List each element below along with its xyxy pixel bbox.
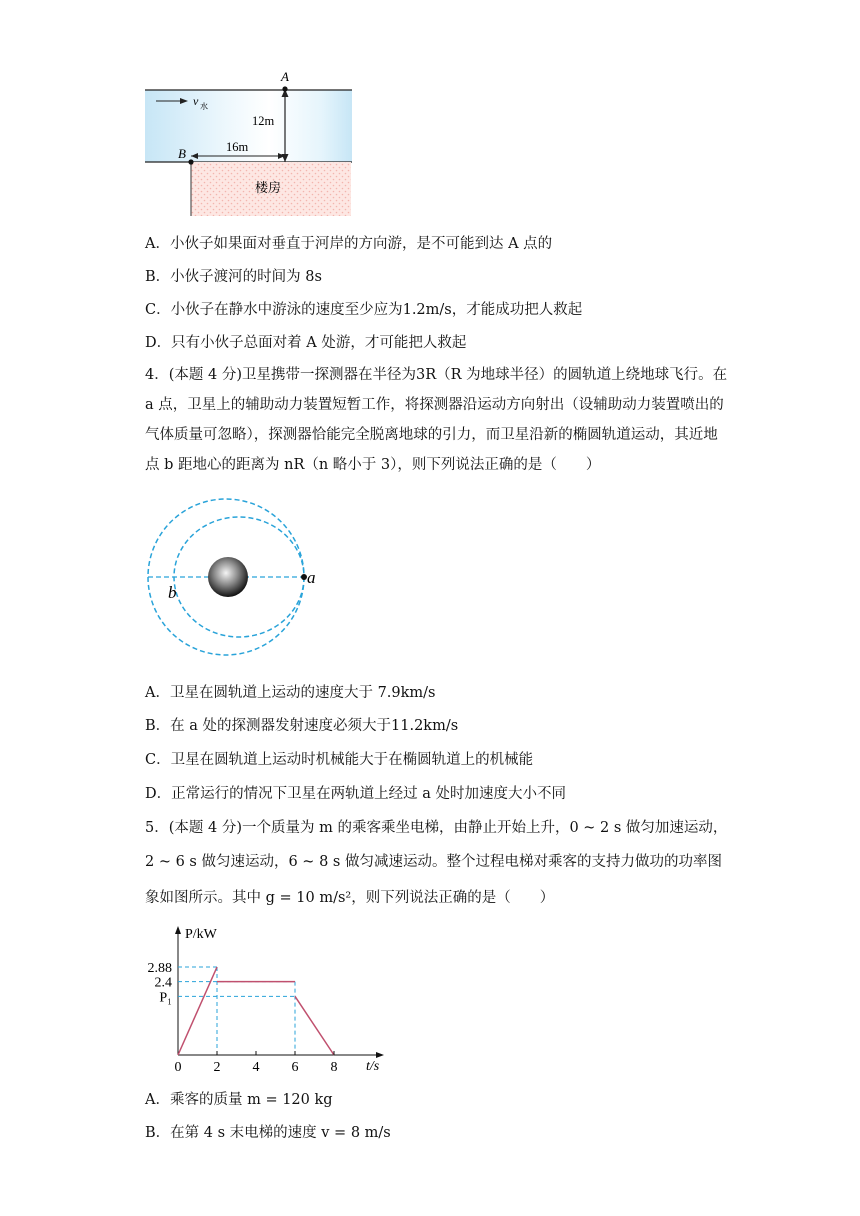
earth xyxy=(208,557,248,597)
label-b: b xyxy=(168,583,177,602)
x-tick-label: 0 xyxy=(174,1060,182,1075)
q4-stem: 4．(本题 4 分)卫星携带一探测器在半径为3R（R 为地球半径）的圆轨道上绕地球飞行。在 a 点，卫星上的辅助动力装置短暂工作，将探测器沿运动方向射出（设辅助动力装置喷出的气体质量可忽略），探测器恰能完全脱离地球的引力，而卫星沿新的椭圆轨道运动，其近地点 b 距地心的距离为 nR（n 略小于 3），则下列说法正确的是（ ） xyxy=(145,367,728,473)
x-tick-label: 4 xyxy=(252,1060,260,1075)
label-A: A xyxy=(281,70,289,84)
orbit-figure xyxy=(140,495,330,665)
q4-option-c: C．卫星在圆轨道上运动时机械能大于在椭圆轨道上的机械能 xyxy=(145,752,534,768)
y-axis-label: P/kW xyxy=(185,927,217,942)
label-v-sub: 水 xyxy=(200,102,208,111)
q3-option-b: B．小伙子渡河的时间为 8s xyxy=(145,269,322,285)
power-chart xyxy=(140,920,400,1080)
q3-option-a: A．小伙子如果面对垂直于河岸的方向游，是不可能到达 A 点的 xyxy=(145,236,553,252)
q3-option-d: D．只有小伙子总面对着 A 处游，才可能把人救起 xyxy=(145,335,467,351)
q5-stem-line2: 2 ~ 6 s 做匀速运动，6 ~ 8 s 做匀减速运动。整个过程电梯对乘客的支持力做功的功率图 xyxy=(145,854,722,870)
q3-option-c: C．小伙子在静水中游泳的速度至少应为1.2m/s，才能成功把人救起 xyxy=(145,302,583,318)
river-figure xyxy=(140,70,370,220)
label-12m: 12m xyxy=(252,114,275,128)
label-16m: 16m xyxy=(226,140,249,154)
point-A xyxy=(282,86,287,91)
x-tick-label: 8 xyxy=(330,1060,338,1075)
label-B: B xyxy=(178,146,186,161)
series-segment xyxy=(178,967,217,1055)
q5-option-a: A．乘客的质量 m = 120 kg xyxy=(145,1092,333,1108)
point-B xyxy=(188,159,193,164)
q4-option-a: A．卫星在圆轨道上运动的速度大于 7.9km/s xyxy=(145,685,436,701)
q5-stem-line3: 象如图所示。其中 g = 10 m/s²，则下列说法正确的是（ ） xyxy=(145,890,555,906)
series-segment xyxy=(295,996,334,1055)
q4-option-b: B．在 a 处的探测器发射速度必须大于11.2km/s xyxy=(145,718,459,734)
label-v: v xyxy=(193,94,199,108)
q5-stem-line1: 5．(本题 4 分)一个质量为 m 的乘客乘坐电梯，由静止开始上升，0 ~ 2 s 做匀加速运动， xyxy=(145,820,728,836)
q5-option-b: B．在第 4 s 末电梯的速度 v = 8 m/s xyxy=(145,1125,391,1141)
x-tick-label: 6 xyxy=(291,1060,299,1075)
x-tick-label: 2 xyxy=(213,1060,221,1075)
label-a: a xyxy=(307,568,316,587)
y-tick-label: 2.4 xyxy=(154,975,172,991)
y-tick-label: 2.88 xyxy=(147,961,172,976)
x-axis-label: t/s xyxy=(366,1059,380,1074)
q4-option-d: D．正常运行的情况下卫星在两轨道上经过 a 处时加速度大小不同 xyxy=(145,786,566,802)
y-tick-label: P₁ xyxy=(159,990,172,1006)
label-building: 楼房 xyxy=(255,180,282,195)
